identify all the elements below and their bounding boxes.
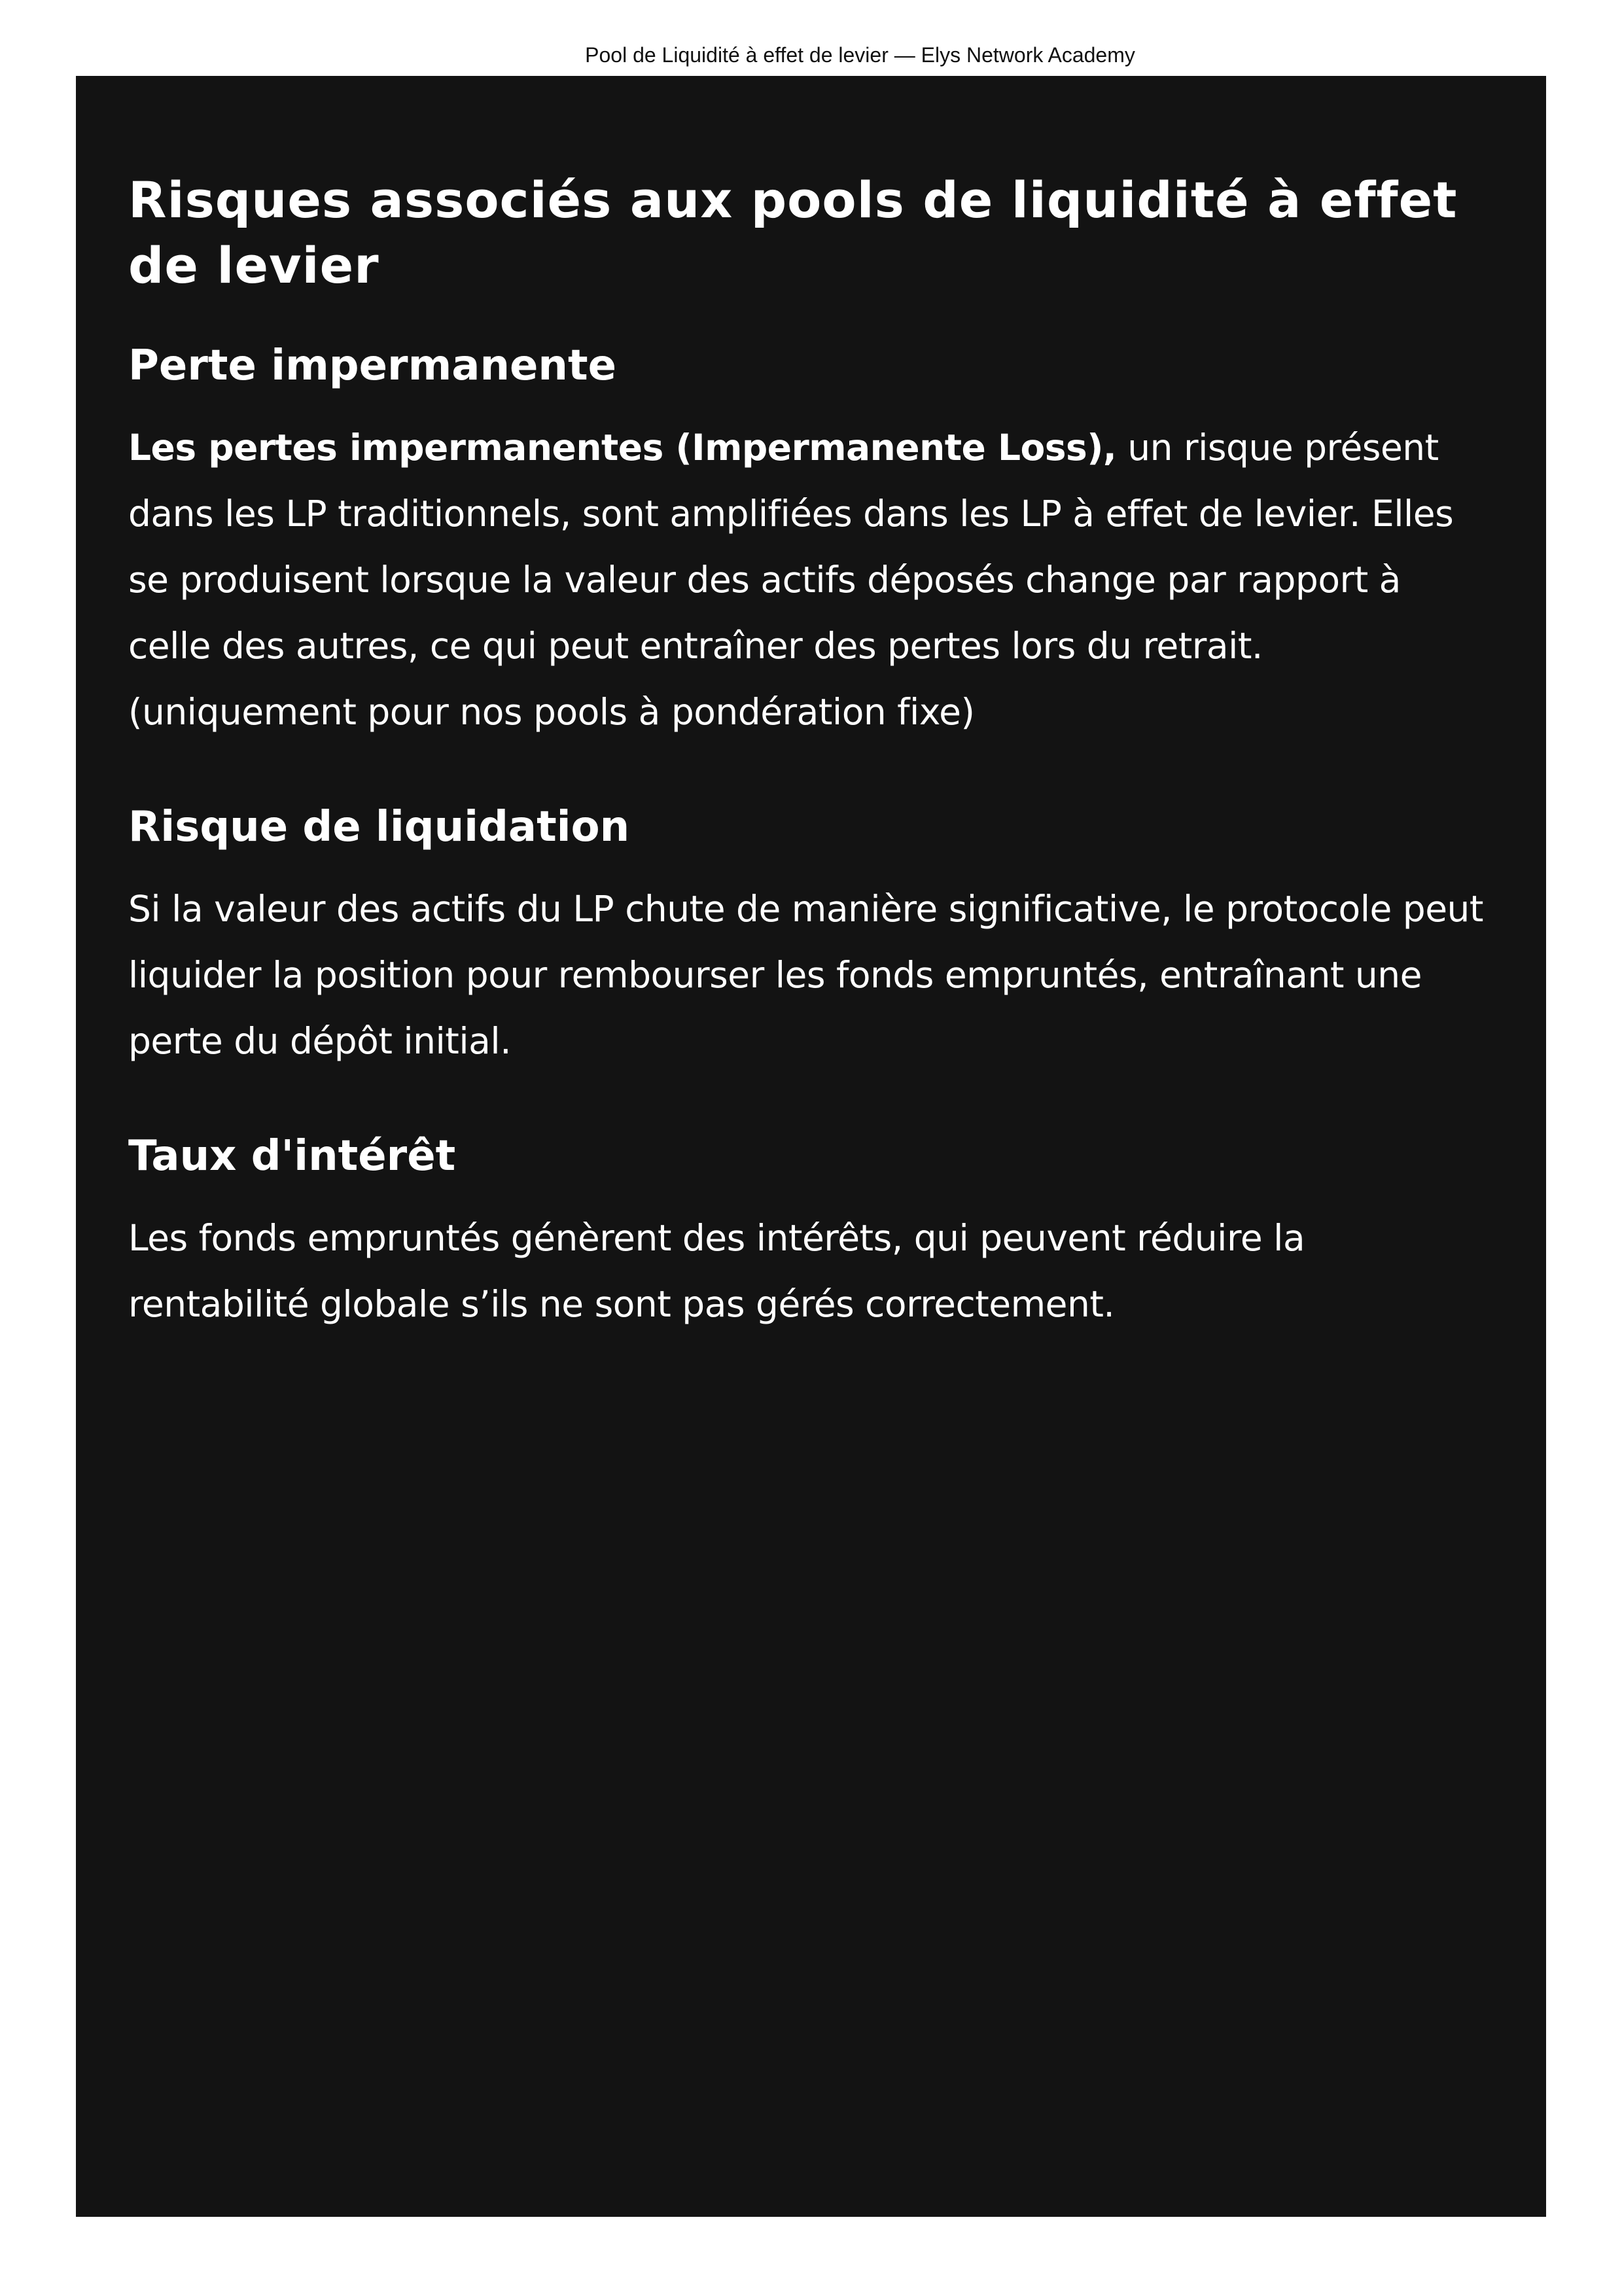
- section-paragraph-taux-interet: Les fonds empruntés génèrent des intérêts, qui peuvent réduire la rentabilité globale s’ils ne sont pas gérés correctement.: [128, 1217, 1305, 1325]
- section-heading-risque-liquidation: Risque de liquidation: [128, 803, 630, 851]
- section-paragraph-perte-impermanente: [128, 415, 1494, 745]
- slide-title: Risques associés aux pools de liquidité à effet de levier: [128, 171, 1458, 294]
- section-heading-perte-impermanente: Perte impermanente: [128, 342, 616, 390]
- paragraph-text: un risque présent dans les LP traditionnels, sont amplifiées dans les LP à effet de levier. Elles se produisent lorsque la valeur des actifs déposés change par rapport à celle des autres, ce qui peut entraîner des pertes lors du retrait. (uniquement pour nos pools à pondération fixe): [128, 427, 1454, 733]
- bold-lead-text: Les pertes impermanentes (Impermanente Loss),: [128, 427, 1117, 468]
- section-heading-taux-interet: Taux d'intérêt: [128, 1132, 456, 1180]
- running-header: Pool de Liquidité à effet de levier — Elys Network Academy: [585, 43, 1135, 67]
- section-paragraph-risque-liquidation: Si la valeur des actifs du LP chute de manière significative, le protocole peut liquider la position pour rembourser les fonds empruntés, entraînant une perte du dépôt initial.: [128, 888, 1483, 1062]
- slide-panel: [76, 76, 1546, 2217]
